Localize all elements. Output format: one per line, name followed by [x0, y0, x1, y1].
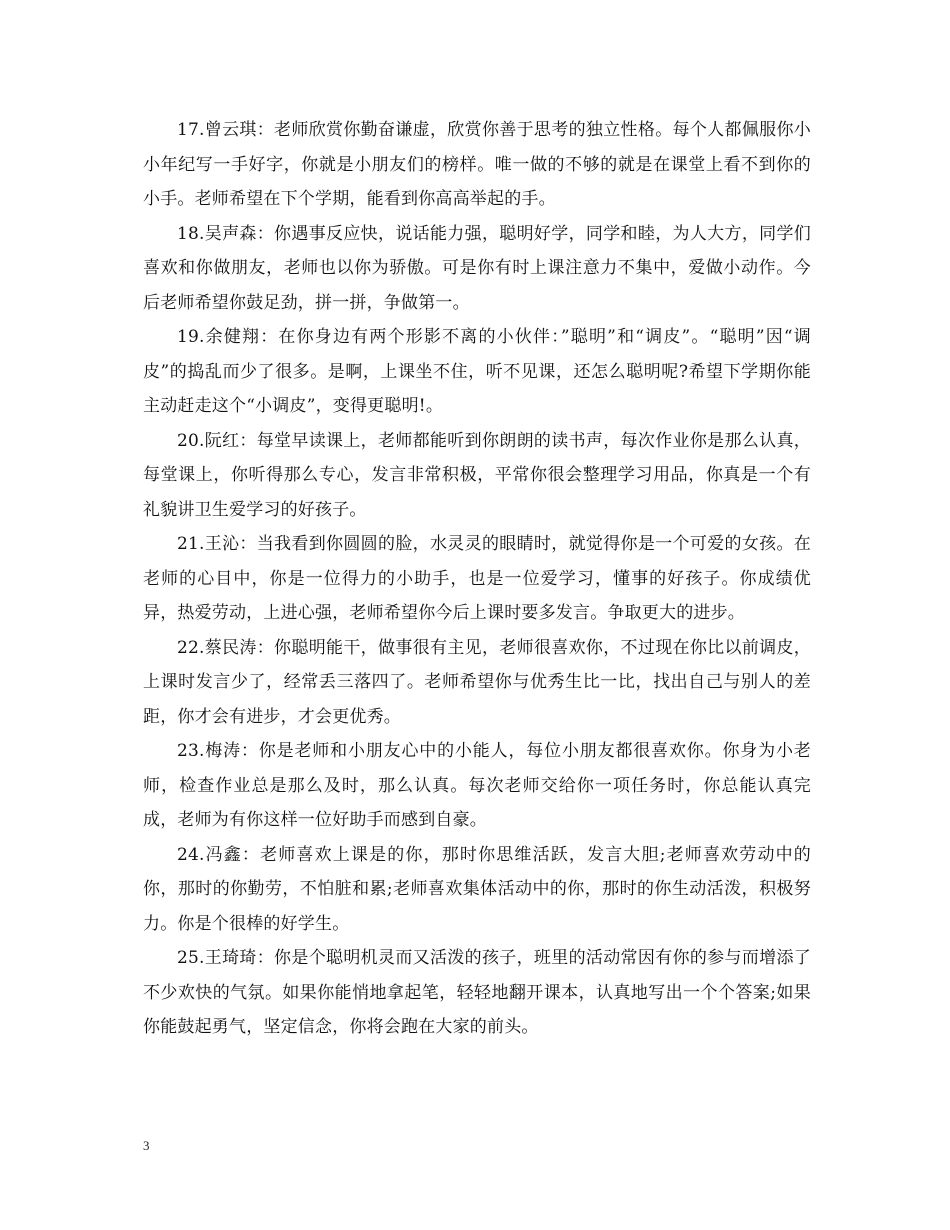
paragraph-25: 25.王琦琦：你是个聪明机灵而又活泼的孩子，班里的活动常因有你的参与而增添了不少欢快的气氛。如果你能悄地拿起笔，轻轻地翻开课本，认真地写出一个个答案;如果你能鼓起勇气，坚定信念，你将会跑在大家的前头。: [143, 948, 811, 1037]
paragraph-19: 19.余健翔：在你身边有两个形影不离的小伙伴：”聪明”和“调皮”。“聪明”因“调皮”的捣乱而少了很多。是啊，上课坐不住，听不见课，还怎么聪明呢?希望下学期你能主动赶走这个“小调皮”，变得更聪明!。: [143, 327, 811, 416]
page-number: 3: [143, 1138, 150, 1153]
document-body: [143, 113, 811, 1045]
paragraph-21: 21.王沁：当我看到你圆圆的脸，水灵灵的眼睛时，就觉得你是一个可爱的女孩。在老师的心目中，你是一位得力的小助手，也是一位爱学习，懂事的好孩子。你成绩优异，热爱劳动，上进心强，老师希望你今后上课时要多发言。争取更大的进步。: [143, 534, 811, 623]
paragraph-22: 22.蔡民涛：你聪明能干，做事很有主见，老师很喜欢你，不过现在你比以前调皮，上课时发言少了，经常丢三落四了。老师希望你与优秀生比一比，找出自己与别人的差距，你才会有进步，才会更优秀。: [143, 637, 811, 727]
paragraph-24: 24.冯鑫：老师喜欢上课是的你，那时你思维活跃，发言大胆;老师喜欢劳动中的你，那时的你勤劳，不怕脏和累;老师喜欢集体活动中的你，那时的你生动活泼，积极努力。你是个很棒的好学生。: [143, 844, 811, 934]
paragraph-20: 20.阮红：每堂早读课上，老师都能听到你朗朗的读书声，每次作业你是那么认真，每堂课上，你听得那么专心，发言非常积极，平常你很会整理学习用品，你真是一个有礼貌讲卫生爱学习的好孩子。: [143, 430, 811, 520]
paragraph-18: 18.吴声森：你遇事反应快，说话能力强，聪明好学，同学和睦，为人大方，同学们喜欢和你做朋友，老师也以你为骄傲。可是你有时上课注意力不集中，爱做小动作。今后老师希望你鼓足劲，拼一拼，争做第一。: [143, 223, 811, 313]
paragraph-23: 23.梅涛：你是老师和小朋友心中的小能人，每位小朋友都很喜欢你。你身为小老师，检查作业总是那么及时，那么认真。每次老师交给你一项任务时，你总能认真完成，老师为有你这样一位好助手而感到自豪。: [143, 741, 811, 830]
paragraph-17: 17.曾云琪：老师欣赏你勤奋谦虚，欣赏你善于思考的独立性格。每个人都佩服你小小年纪写一手好字，你就是小朋友们的榜样。唯一做的不够的就是在课堂上看不到你的小手。老师希望在下个学期，能看到你高高举起的手。: [143, 120, 811, 209]
